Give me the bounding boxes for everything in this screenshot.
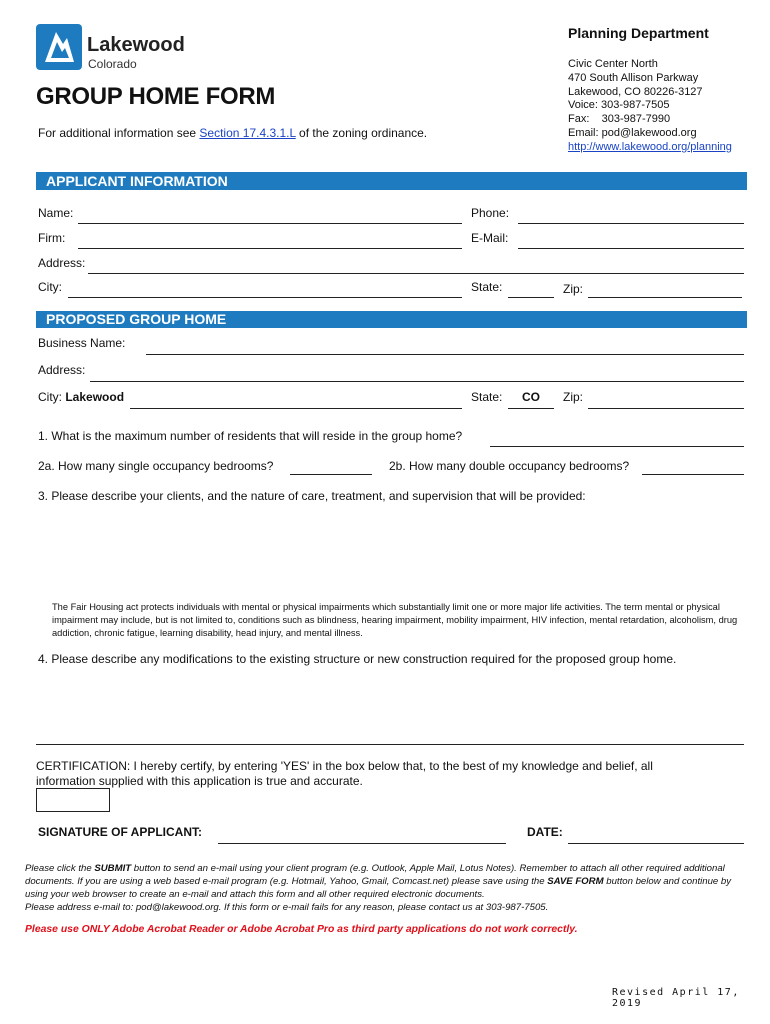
signature-label: SIGNATURE OF APPLICANT: bbox=[38, 825, 202, 839]
proposed-state-field[interactable] bbox=[508, 408, 554, 409]
info-prefix: For additional information see bbox=[38, 126, 200, 140]
proposed-section-header bbox=[36, 311, 747, 328]
proposed-address-field[interactable] bbox=[90, 381, 744, 382]
proposed-section-title: PROPOSED GROUP HOME bbox=[46, 311, 227, 327]
applicant-section-title: APPLICANT INFORMATION bbox=[46, 173, 228, 189]
zip-field[interactable] bbox=[588, 297, 742, 298]
proposed-city-field[interactable] bbox=[130, 408, 462, 409]
lakewood-logo bbox=[36, 24, 82, 70]
address-line: Fax: 303-987-7990 bbox=[568, 113, 671, 126]
instructions-part: button to send an e-mail using your client program (e.g. Outlook, Apple Mail, Lotus Notes). Remember to attach all other required additional documents. If you are using a web based e-mail program (e.g. Hotmail, Yahoo, Gmail, Comcast.net) please save using the bbox=[25, 863, 725, 887]
dept-title: Planning Department bbox=[568, 25, 709, 41]
phone-field[interactable] bbox=[518, 223, 744, 224]
certification-yes-box[interactable] bbox=[36, 788, 110, 812]
email-label: E-Mail: bbox=[471, 231, 509, 245]
website-link[interactable]: http://www.lakewood.org/planning bbox=[568, 140, 732, 153]
address-label: Address: bbox=[38, 256, 86, 270]
logo-name: Lakewood bbox=[87, 34, 185, 56]
email-instructions: Please address e-mail to: pod@lakewood.org. If this form or e-mail fails for any reason, please contact us at 303-987-7505. bbox=[25, 902, 549, 913]
section-link[interactable]: Section 17.4.3.1.L bbox=[199, 126, 296, 140]
date-label: DATE: bbox=[527, 825, 563, 839]
question-2a: 2a. How many single occupancy bedrooms? bbox=[38, 459, 274, 473]
signature-field[interactable] bbox=[218, 843, 506, 844]
proposed-state-value[interactable]: CO bbox=[522, 390, 540, 404]
save-form-keyword: SAVE FORM bbox=[547, 876, 604, 887]
firm-field[interactable] bbox=[78, 248, 462, 249]
name-label: Name: bbox=[38, 206, 74, 220]
address-line: 470 South Allison Parkway bbox=[568, 71, 699, 84]
business-name-field[interactable] bbox=[146, 354, 744, 355]
state-label: State: bbox=[471, 280, 503, 294]
business-name-label: Business Name: bbox=[38, 336, 126, 350]
logo-sub: Colorado bbox=[88, 57, 137, 71]
address-field[interactable] bbox=[88, 273, 744, 274]
instructions-part: button below and continue by using your web browser to create an e-mail and attach this form and all other required electronic documents. bbox=[25, 876, 732, 900]
firm-label: Firm: bbox=[38, 231, 66, 245]
form-title: GROUP HOME FORM bbox=[36, 83, 276, 110]
proposed-city bbox=[38, 390, 124, 404]
acrobat-warning: Please use ONLY Adobe Acrobat Reader or Adobe Acrobat Pro as third party applications do not work correctly. bbox=[25, 924, 578, 935]
lakewood-logo-icon bbox=[36, 24, 82, 70]
proposed-address-label: Address: bbox=[38, 363, 86, 377]
submit-keyword: SUBMIT bbox=[94, 863, 132, 874]
state-field[interactable] bbox=[508, 297, 554, 298]
modifications-description-area[interactable] bbox=[38, 670, 744, 742]
applicant-section-header bbox=[36, 172, 747, 190]
certification-text: CERTIFICATION: I hereby certify, by entering 'YES' in the box below that, to the best of my knowledge and belief, all information supplied with this application is true and accurate. bbox=[36, 759, 653, 788]
question-3: 3. Please describe your clients, and the nature of care, treatment, and supervision that will be provided: bbox=[38, 489, 586, 503]
question-4: 4. Please describe any modifications to the existing structure or new construction required for the proposed group home. bbox=[38, 652, 677, 666]
revised-date: Revised April 17, 2019 bbox=[612, 987, 740, 1009]
address-line: Voice: 303-987-7505 bbox=[568, 99, 670, 112]
submit-instructions bbox=[25, 862, 745, 914]
proposed-city-value: Lakewood bbox=[65, 390, 125, 404]
proposed-zip-field[interactable] bbox=[588, 408, 744, 409]
city-label: City: bbox=[38, 280, 62, 294]
zip-label: Zip: bbox=[563, 282, 584, 296]
email-field[interactable] bbox=[518, 248, 744, 249]
double-bedrooms-field[interactable] bbox=[642, 474, 744, 475]
dept-address bbox=[568, 58, 732, 155]
instructions-part: Please click the bbox=[25, 863, 95, 874]
address-line: Email: pod@lakewood.org bbox=[568, 126, 697, 139]
section-divider bbox=[36, 744, 744, 745]
clients-description-area[interactable] bbox=[38, 507, 744, 595]
question-1: 1. What is the maximum number of residents that will reside in the group home? bbox=[38, 429, 463, 443]
single-bedrooms-field[interactable] bbox=[290, 474, 372, 475]
phone-label: Phone: bbox=[471, 206, 510, 220]
date-field[interactable] bbox=[568, 843, 744, 844]
proposed-city-label: City: bbox=[38, 390, 62, 404]
address-line: Civic Center North bbox=[568, 58, 658, 70]
question-2b: 2b. How many double occupancy bedrooms? bbox=[389, 459, 630, 473]
address-line: Lakewood, CO 80226-3127 bbox=[568, 85, 703, 98]
proposed-zip-label: Zip: bbox=[563, 390, 584, 404]
fair-housing-note: The Fair Housing act protects individuals with mental or physical impairments which substantially limit one or more major life activities. The term mental or physical impairment may include, but is not limited to, conditions such as blindness, hearing impairment, mobility impairment, HIV infection, mental retardation, alcoholism, drug addiction, chronic fatigue, learning disability, head injury, and mental illness. bbox=[52, 602, 738, 638]
proposed-state-label: State: bbox=[471, 390, 503, 404]
max-residents-field[interactable] bbox=[490, 446, 744, 447]
city-field[interactable] bbox=[68, 297, 462, 298]
info-suffix: of the zoning ordinance. bbox=[295, 126, 428, 140]
name-field[interactable] bbox=[78, 223, 462, 224]
info-line bbox=[38, 126, 427, 140]
